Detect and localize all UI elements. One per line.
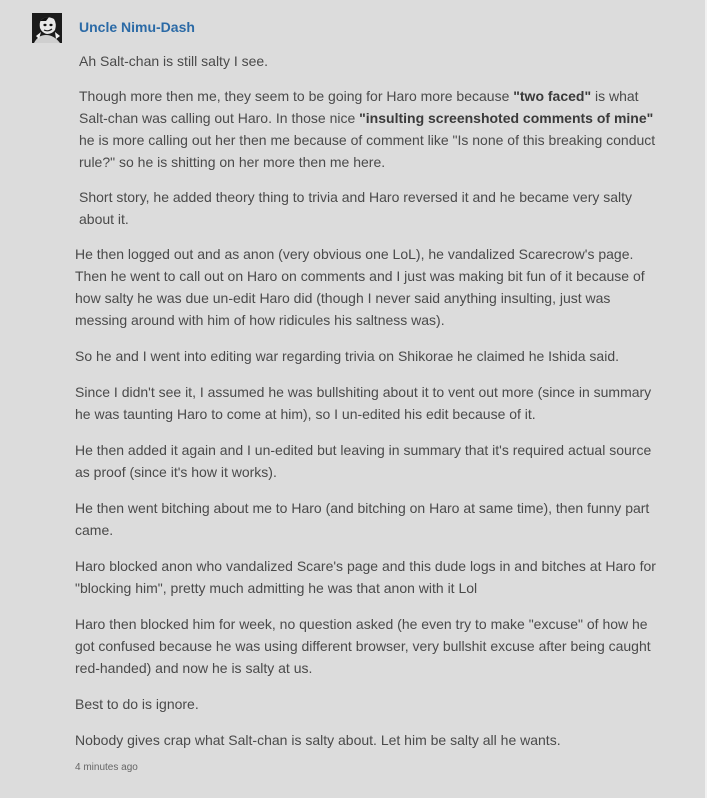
text-span: Though more then me, they seem to be going for Haro more because — [79, 88, 514, 104]
bold-text: "two faced" — [513, 88, 592, 104]
body-paragraph: So he and I went into editing war regarding trivia on Shikorae he claimed he Ishida said. — [75, 348, 619, 364]
body-paragraph: Nobody gives crap what Salt-chan is salty about. Let him be salty all he wants. — [75, 732, 561, 748]
quote-paragraph: Short story, he added theory thing to trivia and Haro reversed it and he became very salty about it. — [79, 189, 633, 227]
body-paragraph: Best to do is ignore. — [75, 696, 199, 712]
body-paragraph: He then added it again and I un-edited but leaving in summary that it's required actual source as proof (since it's how it works). — [75, 442, 652, 480]
text-span: he is more calling out her then me because of comment like "Is none of this breaking conduct rule?" so he is shitting on her more then me here. — [79, 132, 656, 170]
body-paragraph: Haro then blocked him for week, no question asked (he even try to make "excuse" of how he got confused because he was using different browser, very bullshit excuse after being caught red-handed) and now he is salty at us. — [75, 616, 651, 676]
quote-paragraph: Ah Salt-chan is still salty I see. — [79, 53, 269, 69]
body-paragraph: He then logged out and as anon (very obvious one LoL), he vandalized Scarecrow's page. Then he went to call out on Haro on comments and I just was making bit fun of it because of how salty he was due un-edit Haro did (though I never said anything insulting, just was messing around with him of how ridicules his saltness was). — [75, 246, 645, 328]
timestamp[interactable]: 4 minutes ago — [75, 762, 138, 773]
bold-text: "insulting screenshoted comments of mine" — [359, 110, 654, 126]
quoted-text — [79, 50, 659, 243]
avatar[interactable] — [32, 13, 62, 43]
comment-body — [75, 243, 665, 775]
author-name-link[interactable]: Uncle Nimu-Dash — [79, 19, 195, 35]
body-paragraph: He then went bitching about me to Haro (and bitching on Haro at same time), then funny part came. — [75, 500, 650, 538]
quote-paragraph — [79, 85, 659, 173]
body-paragraph: Since I didn't see it, I assumed he was bullshiting about it to vent out more (since in summary he was taunting Haro to come at him), so I un-edited his edit because of it. — [75, 384, 652, 422]
body-paragraph: Haro blocked anon who vandalized Scare's page and this dude logs in and bitches at Haro for "blocking him", pretty much admitting he was that anon with it Lol — [75, 558, 656, 596]
text-span: is what Salt-chan was calling out Haro. In those nice — [79, 88, 639, 126]
